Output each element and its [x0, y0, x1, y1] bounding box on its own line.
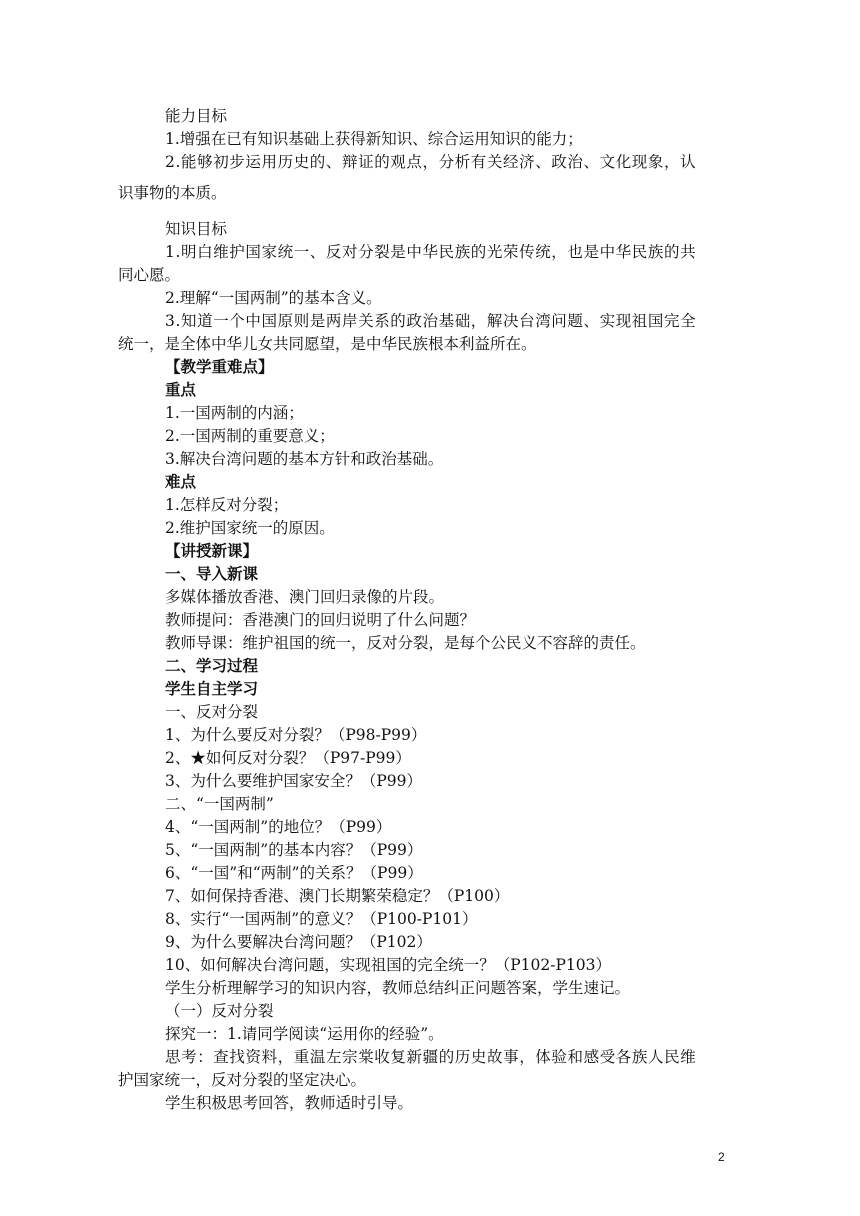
text-line: 2.能够初步运用历史的、辩证的观点，分析有关经济、政治、文化现象，认 [165, 153, 697, 171]
text-line: 2.一国两制的重要意义； [165, 427, 335, 445]
text-line: 教师提问：香港澳门的回归说明了什么问题？ [165, 611, 476, 629]
list-item: 9、为什么要解决台湾问题？（P102） [165, 933, 432, 951]
text-line: 统一，是全体中华儿女共同愿望，是中华民族根本利益所在。 [118, 335, 537, 353]
list-item: 10、如何解决台湾问题，实现祖国的完全统一？（P102-P103） [165, 956, 611, 974]
text-line: 1.怎样反对分裂； [165, 496, 289, 514]
text-line: 1.增强在已有知识基础上获得新知识、综合运用知识的能力； [165, 130, 583, 148]
list-item: 7、如何保持香港、澳门长期繁荣稳定？（P100） [165, 887, 510, 905]
list-item: 1、为什么要反对分裂？（P98-P99） [165, 726, 427, 744]
text-line: 多媒体播放香港、澳门回归录像的片段。 [165, 588, 445, 606]
heading-ability-goals: 能力目标 [165, 107, 228, 125]
heading-knowledge-goals: 知识目标 [165, 220, 228, 238]
text-line: 护国家统一，反对分裂的坚定决心。 [118, 1071, 367, 1089]
list-item: 5、“一国两制”的基本内容？（P99） [165, 841, 423, 859]
list-item: 4、“一国两制”的地位？（P99） [165, 818, 392, 836]
text-line: 思考：查找资料，重温左宗棠收复新疆的历史故事，体验和感受各族人民维 [165, 1048, 697, 1066]
list-item: 6、“一国”和“两制”的关系？（P99） [165, 864, 423, 882]
list-item: 8、实行“一国两制”的意义？（P100-P101） [165, 910, 478, 928]
subheading-key-points: 重点 [165, 381, 197, 399]
subheading-difficulties: 难点 [165, 473, 197, 491]
text-line: 二、“一国两制” [165, 795, 274, 813]
list-item: 3、为什么要维护国家安全？（P99） [165, 772, 423, 790]
text-line: 1.一国两制的内涵； [165, 404, 304, 422]
text-line: 学生分析理解学习的知识内容，教师总结纠正问题答案，学生速记。 [165, 979, 631, 997]
text-line: 学生积极思考回答，教师适时引导。 [165, 1094, 414, 1112]
text-line: 3.解决台湾问题的基本方针和政治基础。 [165, 450, 444, 468]
text-line: 2.理解“一国两制”的基本含义。 [165, 289, 382, 307]
text-line: 1.明白维护国家统一、反对分裂是中华民族的光荣传统，也是中华民族的共 [165, 243, 697, 261]
text-line: 2.维护国家统一的原因。 [165, 519, 335, 537]
text-line: 同心愿。 [118, 266, 181, 284]
text-line: （一）反对分裂 [165, 1002, 274, 1020]
subheading-learning-process: 二、学习过程 [165, 657, 259, 675]
page-number: 2 [718, 1150, 725, 1164]
section-heading: 【讲授新课】 [165, 542, 259, 560]
section-heading: 【教学重难点】 [165, 358, 274, 376]
subheading-intro: 一、导入新课 [165, 565, 259, 583]
subheading-self-study: 学生自主学习 [165, 680, 259, 698]
text-line: 教师导课：维护祖国的统一，反对分裂，是每个公民义不容辞的责任。 [165, 634, 646, 652]
text-line: 一、反对分裂 [165, 703, 259, 721]
text-line: 探究一：1.请同学阅读“运用你的经验”。 [165, 1025, 444, 1043]
list-item: 2、★如何反对分裂？（P97-P99） [165, 749, 411, 767]
text-line: 3.知道一个中国原则是两岸关系的政治基础，解决台湾问题、实现祖国完全 [165, 312, 697, 330]
text-line: 识事物的本质。 [118, 184, 227, 202]
